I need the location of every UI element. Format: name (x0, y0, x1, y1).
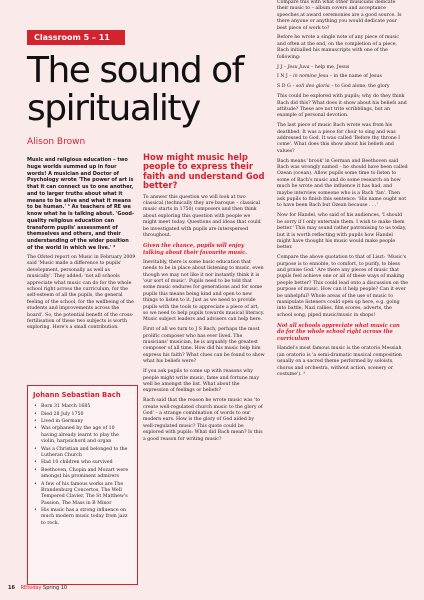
body-paragraph: The last piece of music Bach wrote was from his deathbed. It was a piece for choir to sing and was addressed to God. It was called 'Before thy throne I come'. What does this show about his beliefs and values? (277, 123, 400, 154)
initials-code: J J (277, 64, 283, 70)
fact-item: • Was orphaned by the age of 10 having already learnt to play the violin, harpsichord and organ (33, 426, 132, 445)
bach-fact-box (27, 385, 138, 585)
initials-code: I N J (277, 74, 288, 80)
body-paragraph: This could be explored with pupils; why do they think Bach did this? What does it show about his beliefs and attitude? These are not trite scribblings, but an example of personal devotion. (277, 94, 407, 119)
body-paragraph: First of all we turn to J S Bach, perhaps the most prolific composer who has ever lived. The musicians' musician, he is arguably the greatest composer of all time. How did his music help him express his faith? What clues can be found to show what his beliefs were? (143, 327, 265, 365)
pull-quote: Given the chance, pupils will enjoy talking about their favourite music. (143, 242, 248, 256)
fact-item: • Born 31 March 1685 (33, 404, 132, 410)
latin-phrase: Jesu Juva (287, 64, 310, 70)
body-paragraph: Now for Handel, who said of his audiences, 'I should be sorry if I only entertain them. I wish to make them better.' This may sound rather patronising to us today, but it is worth reflecting with pupils how Handel might have thought his music would make people better. (277, 213, 407, 251)
fact-item: • A few of his famous works are The Brandenburg Concertos, The Well Tempered Clavier, The St Matthew's Passion, The Mass in B Minor (33, 482, 132, 508)
fact-item: • Was a Christian and belonged to the Lutheran Church (33, 447, 132, 460)
lead-paragraph: Music and religious education – two huge worlds summed up in four words! A musician and Doctor of Psychology wrote 'The power of art is that it can connect us to one another, and to larger truths about what it means to be alive and what it means to be human.' ¹ As teachers of RE we know what he is talking about. 'Good-quality religious education can transform pupils' assessment of themselves and others, and their understanding of the wider position of the world in which we live.' ² (27, 157, 135, 251)
article-title: The sound of spirituality (27, 50, 243, 129)
page-footer (8, 585, 67, 591)
fact-item: • Beethoven, Chopin and Mozart were amongst his prominent admirers (33, 468, 132, 481)
section-heading: How might music help people to express their faith and understand God better? (143, 152, 265, 191)
fact-box-title: Johann Sebastian Bach (33, 391, 121, 399)
initials-line: J J – Jesu Juva – help me, Jesus (277, 64, 350, 70)
page-number: 16 (8, 585, 15, 591)
english-phrase: to God alone, the glory (335, 84, 390, 90)
pull-quote: Not all schools appreciate what music can do for the whole school right across the curriculum (277, 322, 400, 343)
english-phrase: help me, Jesus (314, 64, 350, 70)
body-paragraph: Bach means 'brook' in German and Beethoven said Bach was wrongly named – he should have been called Ozean (ocean). Allow pupils some time to listen to some of Bach's music and do some research on how much he wrote and the influence it has had, and maybe interview someone who is a Bach 'fan'. Then ask pupils to finish this sentence: 'His name ought not to have been Bach but Ozean because . . .' (277, 158, 408, 209)
section-banner: Classroom 5 – 11 (27, 30, 125, 45)
initials-line: I N J – in nomine Jesu – in the name of Jesus (277, 74, 382, 80)
fact-item: • Lived in Germany (33, 419, 132, 425)
fact-item: • Died 28 July 1750 (33, 412, 132, 418)
body-paragraph: Inevitably, there is some basic education that needs to be in place about listening to music, even though we may not like it nor instantly think it is 'our sort of music'. Pupils need to be told that some music endures for generations and for some pupils this means being kind and open to new things to listen to it. Just as we need to provide pupils with the tools to appreciate a piece of art, so we need to help pupils towards musical literacy. Music subject leaders and advisers can help here. (143, 259, 265, 323)
latin-phrase: in nomine Jesu (293, 74, 329, 80)
fact-list (33, 404, 132, 527)
initials-code: S D G (277, 84, 291, 90)
body-paragraph: Before he wrote a single note of any piece of music and often at the end, on the completion of a piece, Bach initialled his manuscripts with one of the following: (277, 35, 399, 60)
latin-phrase: soli deo gloria (296, 84, 330, 90)
body-paragraph: Bach said that the reason he wrote music was 'to create well-regulated church music to the glory of God' – a strange combination of words to our modern ears. How is the glory of God aided by well-regulated music? This quote could be explored with pupils: What did Bach mean? Is this a good reason for writing music? (143, 398, 263, 442)
body-paragraph: To answer this question we will look at two classical (technically they are baroque – classical music starts in 1750) composers and then think about exploring this question with people we might meet today. Questions and ideas that could be investigated with pupils are interspersed throughout. (143, 194, 261, 238)
magazine-name: REtoday (20, 585, 42, 591)
body-paragraph: The Ofsted report on Music in February 2009 said 'Music made a difference to pupils' development, personally as well as musically'. They added: 'not all schools appreciate what music can do for the whole school right across the curriculum, for the self-esteem of all the pupils, the general feeling of the school, for the wellbeing of the students and improvements across the board'. So, the potential benefit of the cross-fertilisation of these two subjects is worth exploring. Here's a small contribution. (27, 255, 136, 331)
author-name: Alison Brown (27, 137, 86, 147)
body-paragraph: Handel's most famous music is the oratorio Messiah (an oratorio is 'a semi-dramatic musical composition usually on a sacred theme performed by soloists, chorus and orchestra, without action, scenery or costume'). ³ (277, 346, 402, 377)
body-paragraph: Compare the above quotation to that of Liszt: 'Music's purpose is to ennoble, to comfort, to purify, to bless and praise God.' Are there any pieces of music that pupils feel achieve one or all of these ways of making people better? This could lead onto a discussion on the purpose of music. How can it help people? Can it ever be unhelpful? Whole areas of the use of music to manipulate listeners could open up here, e.g. going into battle, Nazi rallies, film scores, adverts, the school song, piped music/music in shops! (277, 255, 408, 318)
issue-label: Spring 10 (43, 585, 68, 591)
initials-line: S D G – soli deo gloria – to God alone, the glory (277, 84, 390, 90)
column-left (27, 157, 136, 335)
fact-item: • His music has a strong influence on much modern music today from jazz to rock. (33, 508, 132, 527)
body-paragraph: Compare this with what other musicians dedicate their music to – album covers and acceptance speeches at award ceremonies are a good source. Is there anyone or anything you would dedicate your best piece of work to? (277, 0, 402, 31)
column-middle (143, 153, 265, 446)
body-paragraph: If you ask pupils to come up with reasons why people might write music, fame and fortune may well be amongst the list. What about the expression of feelings or beliefs? (143, 369, 259, 394)
fact-item: • Had 10 children who survived (33, 460, 132, 466)
column-right (277, 0, 408, 382)
english-phrase: in the name of Jesus (333, 74, 382, 80)
